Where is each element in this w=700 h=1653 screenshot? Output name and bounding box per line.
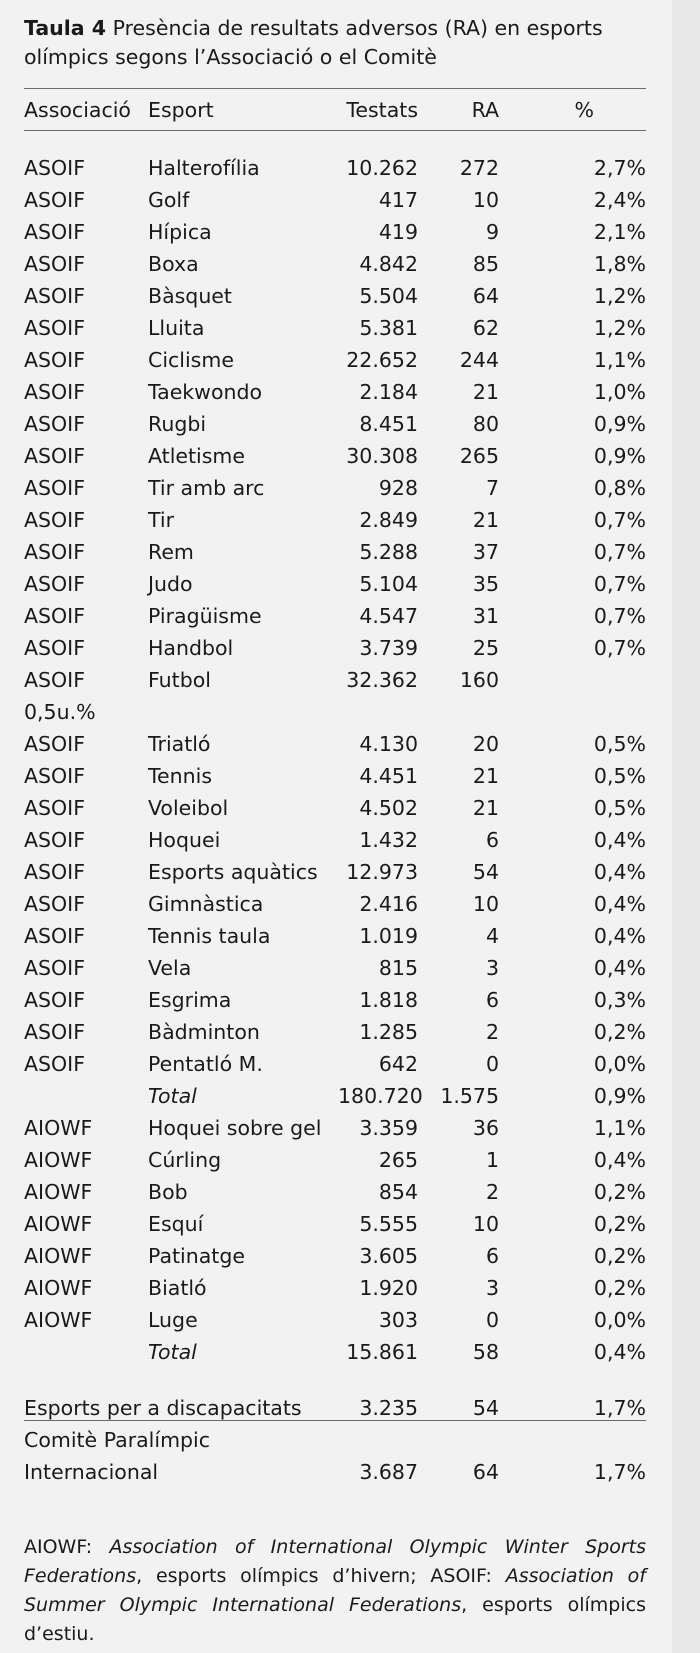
cell-tested: 1.019 (359, 924, 418, 948)
cell-sport: Rugbi (148, 412, 207, 436)
cell-tested: 419 (378, 220, 418, 244)
cell-total-label: Total (148, 1340, 197, 1364)
cell-tested: 854 (378, 1180, 418, 1204)
cell-sport: Esports aquàtics (148, 860, 318, 884)
cell-assoc: ASOIF (24, 284, 86, 308)
table-row (24, 696, 646, 728)
table-row (24, 440, 646, 472)
cell-assoc: ASOIF (24, 988, 86, 1012)
cell-tested: 3.739 (359, 636, 418, 660)
caption-text: Presència de resultats adversos (RA) en esports olímpics segons l’Associació o el Comitè (24, 16, 603, 69)
cell-sport: Tir (148, 508, 175, 532)
cell-pct: 0,7% (593, 540, 646, 564)
cell-pct: 1,1% (593, 348, 646, 372)
cell-ra: 1.575 (440, 1084, 499, 1108)
table-row (24, 472, 646, 504)
cell-ra: 10 (472, 188, 499, 212)
table-row (24, 1112, 646, 1144)
cell-tested: 1.432 (359, 828, 418, 852)
table-row (24, 632, 646, 664)
cell-sport: Voleibol (148, 796, 229, 820)
cell-sport (148, 696, 338, 728)
cell-pct: 0,7% (593, 636, 646, 660)
cell-assoc: ASOIF (24, 1020, 86, 1044)
cell-sport: Atletisme (148, 444, 246, 468)
cell-ra: 160 (459, 668, 499, 692)
header-tested: Testats (346, 98, 418, 122)
cell-assoc: ASOIF (24, 796, 86, 820)
cell-pct: 1,0% (593, 380, 646, 404)
table-row (24, 1304, 646, 1336)
cell-pct: 0,2% (593, 1244, 646, 1268)
cell-pct: 2,7% (593, 156, 646, 180)
cell-ra: 7 (485, 476, 499, 500)
cell-pct: 0,7% (593, 604, 646, 628)
cell-ra: 272 (459, 156, 499, 180)
header-pct: % (574, 98, 594, 122)
cell-pct: 1,1% (593, 1116, 646, 1140)
cell-ra: 62 (472, 316, 499, 340)
table-row (24, 952, 646, 984)
cell-ra: 244 (459, 348, 499, 372)
footnote-asoif-name: Association of Summer Olympic International Federations (24, 1565, 646, 1616)
aiowf-total-row (24, 1336, 646, 1368)
table-row (24, 1208, 646, 1240)
cell-sport: Pentatló M. (148, 1052, 263, 1076)
header-sport: Esport (148, 98, 214, 122)
cell-sport: Hoquei (148, 828, 221, 852)
table-row (24, 152, 646, 184)
cell-sport: Ciclisme (148, 348, 234, 372)
cell-tested: 5.288 (359, 540, 418, 564)
results-table (24, 90, 646, 1488)
paralympic-committee-row (24, 1456, 646, 1488)
cell-pct: 0,9% (593, 412, 646, 436)
cell-pct: 1,2% (593, 316, 646, 340)
cell-assoc: AIOWF (24, 1180, 93, 1204)
cell-tested: 5.381 (359, 316, 418, 340)
cell-sport: Tir amb arc (148, 476, 265, 500)
cell-ra: 0 (485, 1052, 499, 1076)
cell-assoc: AIOWF (24, 1244, 93, 1268)
footnote-aiowf-abbr: AIOWF: (24, 1536, 93, 1558)
cell-ra: 31 (472, 604, 499, 628)
cell-sport: Hoquei sobre gel (148, 1116, 322, 1140)
cell-tested: 12.973 (346, 860, 418, 884)
cell-paralympic-label: Internacional (24, 1460, 159, 1484)
cell-assoc: ASOIF (24, 572, 86, 596)
cell-empty (24, 1336, 148, 1368)
cell-tested: 2.416 (359, 892, 418, 916)
cell-ra: 3 (485, 956, 499, 980)
cell-ra: 85 (472, 252, 499, 276)
cell-sport: Bàsquet (148, 284, 232, 308)
cell-ra: 64 (472, 1460, 499, 1484)
cell-sport: Bob (148, 1180, 188, 1204)
cell-assoc: AIOWF (24, 1308, 93, 1332)
table-row (24, 376, 646, 408)
cell-sport: Handbol (148, 636, 234, 660)
cell-tested: 30.308 (346, 444, 418, 468)
cell-ra: 6 (485, 1244, 499, 1268)
table-row (24, 1144, 646, 1176)
cell-assoc: ASOIF (24, 348, 86, 372)
table-row (24, 824, 646, 856)
cell-empty (24, 1080, 148, 1112)
cell-assoc: ASOIF (24, 860, 86, 884)
cell-assoc: ASOIF (24, 604, 86, 628)
cell-ra: 54 (472, 860, 499, 884)
cell-assoc: ASOIF (24, 316, 86, 340)
cell-sport: Judo (148, 572, 193, 596)
cell-sport: Esgrima (148, 988, 232, 1012)
cell-sport: Luge (148, 1308, 198, 1332)
cell-pct: 0,2% (593, 1212, 646, 1236)
cell-pct: 0,4% (593, 828, 646, 852)
cell-ra: 21 (472, 508, 499, 532)
cell-tested: 4.842 (359, 252, 418, 276)
cell-tested: 22.652 (346, 348, 418, 372)
paralympic-committee-line (24, 1424, 646, 1456)
cell-tested: 928 (378, 476, 418, 500)
cell-pct: 0,2% (593, 1020, 646, 1044)
cell-sport: Patinatge (148, 1244, 245, 1268)
cell-sport: Lluita (148, 316, 205, 340)
table-row (24, 568, 646, 600)
cell-assoc: ASOIF (24, 380, 86, 404)
table-row (24, 792, 646, 824)
cell-tested: 8.451 (359, 412, 418, 436)
cell-tested: 417 (378, 188, 418, 212)
footnote-aiowf-name: Association of International Olympic Winter Sports Federations (24, 1536, 646, 1587)
header-assoc: Associació (24, 98, 131, 122)
cell-pct: 0,9% (593, 1084, 646, 1108)
cell-tested: 32.362 (346, 668, 418, 692)
cell-ra: 6 (485, 988, 499, 1012)
cell-pct: 0,4% (593, 1340, 646, 1364)
cell-assoc: AIOWF (24, 1148, 93, 1172)
cell-sport: Futbol (148, 668, 211, 692)
cell-tested: 5.504 (359, 284, 418, 308)
cell-assoc: AIOWF (24, 1212, 93, 1236)
cell-sport: Vela (148, 956, 192, 980)
cell-ra: 3 (485, 1276, 499, 1300)
cell-pct: 0,4% (593, 1148, 646, 1172)
table-row (24, 664, 646, 696)
cell-assoc: ASOIF (24, 732, 86, 756)
cell-ra: 2 (485, 1180, 499, 1204)
cell-ra: 64 (472, 284, 499, 308)
table-row (24, 1048, 646, 1080)
cell-pct: 0,7% (593, 572, 646, 596)
cell-tested: 4.547 (359, 604, 418, 628)
cell-ra: 1 (485, 1148, 499, 1172)
cell-pct: 0,4% (593, 860, 646, 884)
cell-pct: 0,2% (593, 1276, 646, 1300)
cell-assoc: ASOIF (24, 444, 86, 468)
cell-pct (513, 664, 646, 696)
table-row (24, 728, 646, 760)
cell-tested: 180.720 (338, 1084, 423, 1108)
table-row (24, 408, 646, 440)
cell-ra: 9 (485, 220, 499, 244)
asoif-total-row (24, 1080, 646, 1112)
cell-tested (338, 696, 418, 728)
cell-sport: Tennis taula (148, 924, 271, 948)
table-row (24, 1016, 646, 1048)
cell-ra: 10 (472, 1212, 499, 1236)
table-row (24, 248, 646, 280)
cell-pct: 2,1% (593, 220, 646, 244)
cell-tested: 4.130 (359, 732, 418, 756)
cell-committee-line1: Comitè Paralímpic (24, 1428, 211, 1452)
cell-tested: 15.861 (346, 1340, 418, 1364)
cell-pct: 0,0% (593, 1052, 646, 1076)
cell-assoc: ASOIF (24, 828, 86, 852)
cell-assoc: ASOIF (24, 188, 86, 212)
table-row (24, 920, 646, 952)
table-row (24, 1176, 646, 1208)
cell-pct: 1,7% (593, 1460, 646, 1484)
cell-tested: 3.687 (359, 1460, 418, 1484)
cell-pct (513, 696, 646, 728)
cell-pct: 2,4% (593, 188, 646, 212)
cell-pct: 0,0% (593, 1308, 646, 1332)
cell-tested: 5.104 (359, 572, 418, 596)
table-row (24, 856, 646, 888)
table-row (24, 888, 646, 920)
cell-tested: 4.502 (359, 796, 418, 820)
cell-assoc: ASOIF (24, 668, 86, 692)
table-row (24, 184, 646, 216)
cell-assoc: ASOIF (24, 956, 86, 980)
cell-sport: Esquí (148, 1212, 204, 1236)
cell-tested: 642 (378, 1052, 418, 1076)
cell-sport: Biatló (148, 1276, 207, 1300)
cell-ra: 2 (485, 1020, 499, 1044)
table-row (24, 280, 646, 312)
cell-assoc: ASOIF (24, 636, 86, 660)
cell-ra: 36 (472, 1116, 499, 1140)
cell-sport: Triatló (148, 732, 211, 756)
cell-sport: Bàdminton (148, 1020, 260, 1044)
cell-ra: 54 (472, 1396, 499, 1420)
cell-ra: 21 (472, 796, 499, 820)
cell-sport: Boxa (148, 252, 199, 276)
table-row (24, 600, 646, 632)
table-row (24, 1272, 646, 1304)
cell-sport: Cúrling (148, 1148, 222, 1172)
cell-tested: 4.451 (359, 764, 418, 788)
cell-tested: 815 (378, 956, 418, 980)
cell-ra (418, 696, 513, 728)
cell-assoc: ASOIF (24, 476, 86, 500)
cell-assoc: ASOIF (24, 924, 86, 948)
top-rule (24, 88, 646, 89)
cell-sport: Tennis (148, 764, 213, 788)
cell-tested: 2.184 (359, 380, 418, 404)
caption-label: Taula 4 (24, 16, 107, 40)
table-row (24, 504, 646, 536)
cell-pct: 0,5% (593, 732, 646, 756)
cell-tested: 1.818 (359, 988, 418, 1012)
cell-sport: Rem (148, 540, 194, 564)
cell-assoc: ASOIF (24, 156, 86, 180)
cell-ra: 58 (472, 1340, 499, 1364)
cell-tested: 3.235 (359, 1396, 418, 1420)
cell-tested: 303 (378, 1308, 418, 1332)
footnote-asoif-desc: , esports olímpics d’estiu. (24, 1594, 646, 1645)
cell-paralympic-label: Esports per a discapacitats (24, 1396, 302, 1420)
table-row (24, 760, 646, 792)
cell-ra: 21 (472, 764, 499, 788)
table-row (24, 216, 646, 248)
table-caption (24, 14, 654, 72)
cell-sport: Hípica (148, 220, 212, 244)
cell-ra: 25 (472, 636, 499, 660)
cell-tested: 3.359 (359, 1116, 418, 1140)
cell-sport: Gimnàstica (148, 892, 264, 916)
cell-assoc: ASOIF (24, 252, 86, 276)
cell-sport: Halterofília (148, 156, 260, 180)
footnote-aiowf-desc: , esports olímpics d’hivern; (136, 1565, 431, 1587)
table-row (24, 344, 646, 376)
cell-sport: Taekwondo (148, 380, 263, 404)
cell-tested: 1.285 (359, 1020, 418, 1044)
cell-ra: 37 (472, 540, 499, 564)
cell-ra: 265 (459, 444, 499, 468)
cell-tested: 10.262 (346, 156, 418, 180)
cell-ra: 0 (485, 1308, 499, 1332)
cell-pct: 0,2% (593, 1180, 646, 1204)
cell-pct: 0,5% (593, 796, 646, 820)
paralympic-disabled-row (24, 1392, 646, 1424)
cell-ra: 21 (472, 380, 499, 404)
footnote-asoif-abbr: ASOIF: (430, 1565, 492, 1587)
cell-pct: 1,7% (593, 1396, 646, 1420)
cell-ra: 80 (472, 412, 499, 436)
cell-total-label: Total (148, 1084, 197, 1108)
table-row (24, 536, 646, 568)
cell-pct: 0,7% (593, 508, 646, 532)
cell-ra: 4 (485, 924, 499, 948)
cell-assoc: ASOIF (24, 540, 86, 564)
header-row (24, 90, 646, 130)
cell-ra: 35 (472, 572, 499, 596)
cell-pct: 0,3% (593, 988, 646, 1012)
table-row (24, 1240, 646, 1272)
cell-ra: 6 (485, 828, 499, 852)
cell-pct: 0,4% (593, 892, 646, 916)
cell-tested: 5.555 (359, 1212, 418, 1236)
table-body (24, 130, 646, 1488)
cell-assoc: ASOIF (24, 764, 86, 788)
cell-assoc: ASOIF (24, 892, 86, 916)
cell-tested: 265 (378, 1148, 418, 1172)
cell-assoc: AIOWF (24, 1116, 93, 1140)
cell-pct: 0,9% (593, 444, 646, 468)
cell-pct: 0,4% (593, 924, 646, 948)
cell-ra: 20 (472, 732, 499, 756)
cell-ra: 10 (472, 892, 499, 916)
table-footnote (24, 1533, 646, 1649)
table-row (24, 312, 646, 344)
header-ra: RA (471, 98, 499, 122)
cell-sport: Golf (148, 188, 190, 212)
cell-pct: 1,8% (593, 252, 646, 276)
cell-assoc: ASOIF (24, 220, 86, 244)
cell-tested: 2.849 (359, 508, 418, 532)
cell-pct: 0,5% (593, 764, 646, 788)
cell-pct: 0,4% (593, 956, 646, 980)
cell-assoc: ASOIF (24, 1052, 86, 1076)
cell-assoc: ASOIF (24, 508, 86, 532)
cell-tested: 1.920 (359, 1276, 418, 1300)
cell-pct: 1,2% (593, 284, 646, 308)
cell-assoc: ASOIF (24, 412, 86, 436)
cell-assoc: 0,5u.% (24, 700, 96, 724)
cell-sport: Piragüisme (148, 604, 262, 628)
section-gap (24, 1368, 646, 1392)
cell-pct: 0,8% (593, 476, 646, 500)
table-row (24, 984, 646, 1016)
cell-assoc: AIOWF (24, 1276, 93, 1300)
cell-tested: 3.605 (359, 1244, 418, 1268)
